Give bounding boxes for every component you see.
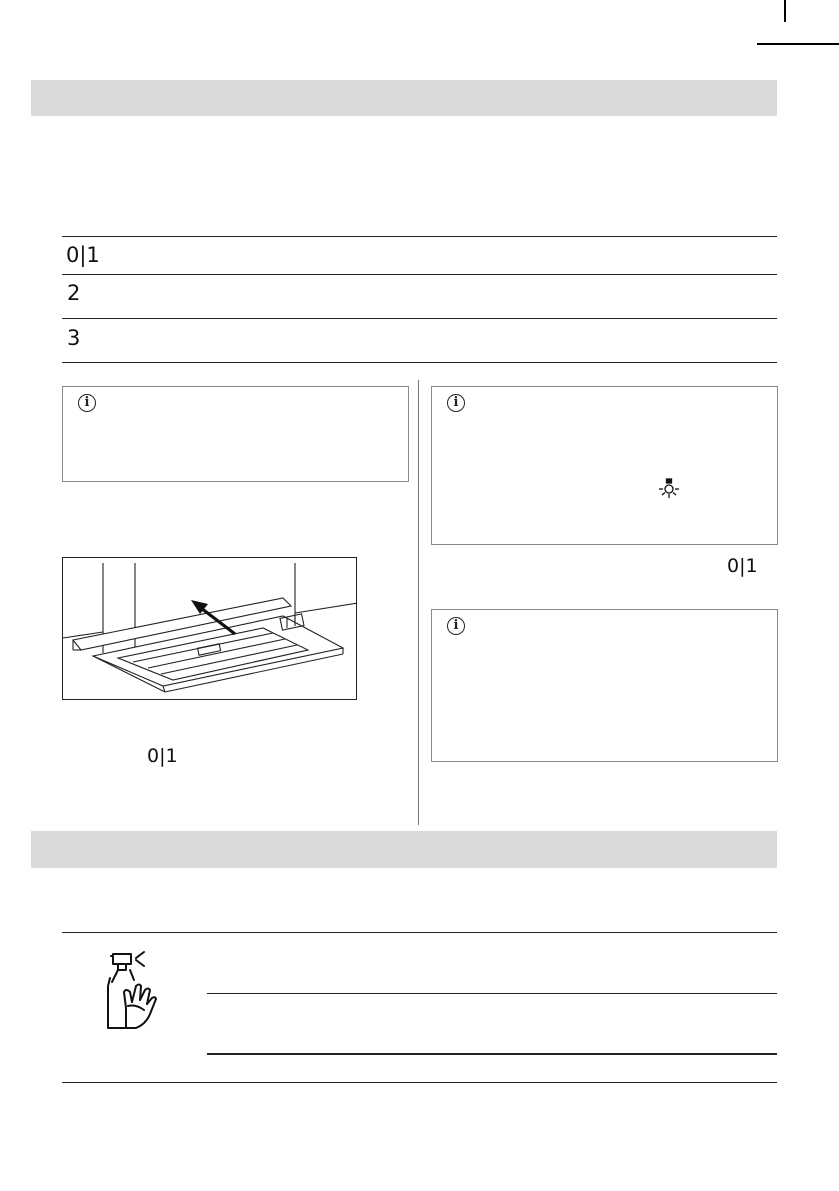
speed-3-symbol: 3 [67,326,81,350]
table-row-rule [62,274,777,275]
spray-bottle-cleaning-cloth-icon [100,948,162,1030]
speed-2-symbol: 2 [67,281,81,305]
on-off-symbol-right: 0|1 [727,555,758,577]
info-note-right-bottom [431,609,778,762]
info-note-left [62,386,409,482]
light-bulb-icon [658,477,680,499]
info-icon: i [78,394,96,412]
section-header-bar-2 [31,831,777,868]
hood-drawing [63,558,357,700]
info-note-right-top [431,386,778,545]
info-icon: i [447,617,465,635]
section-header-bar [31,80,777,116]
crop-mark-vertical [784,0,786,22]
cleaning-table-bottom-rule [62,1082,777,1083]
table-bottom-rule [62,362,777,363]
extractor-hood-illustration [62,557,357,700]
on-off-symbol-inline: 0|1 [147,745,178,767]
column-divider [418,380,419,825]
crop-mark-horizontal [757,43,839,45]
info-icon: i [447,394,465,412]
on-off-symbol: 0|1 [66,243,100,267]
cleaning-row-rule-bold [207,1053,777,1055]
table-top-rule [62,236,777,237]
table-row-rule [62,318,777,319]
cleaning-table-top-rule [62,932,777,933]
cleaning-row-rule [207,993,777,994]
